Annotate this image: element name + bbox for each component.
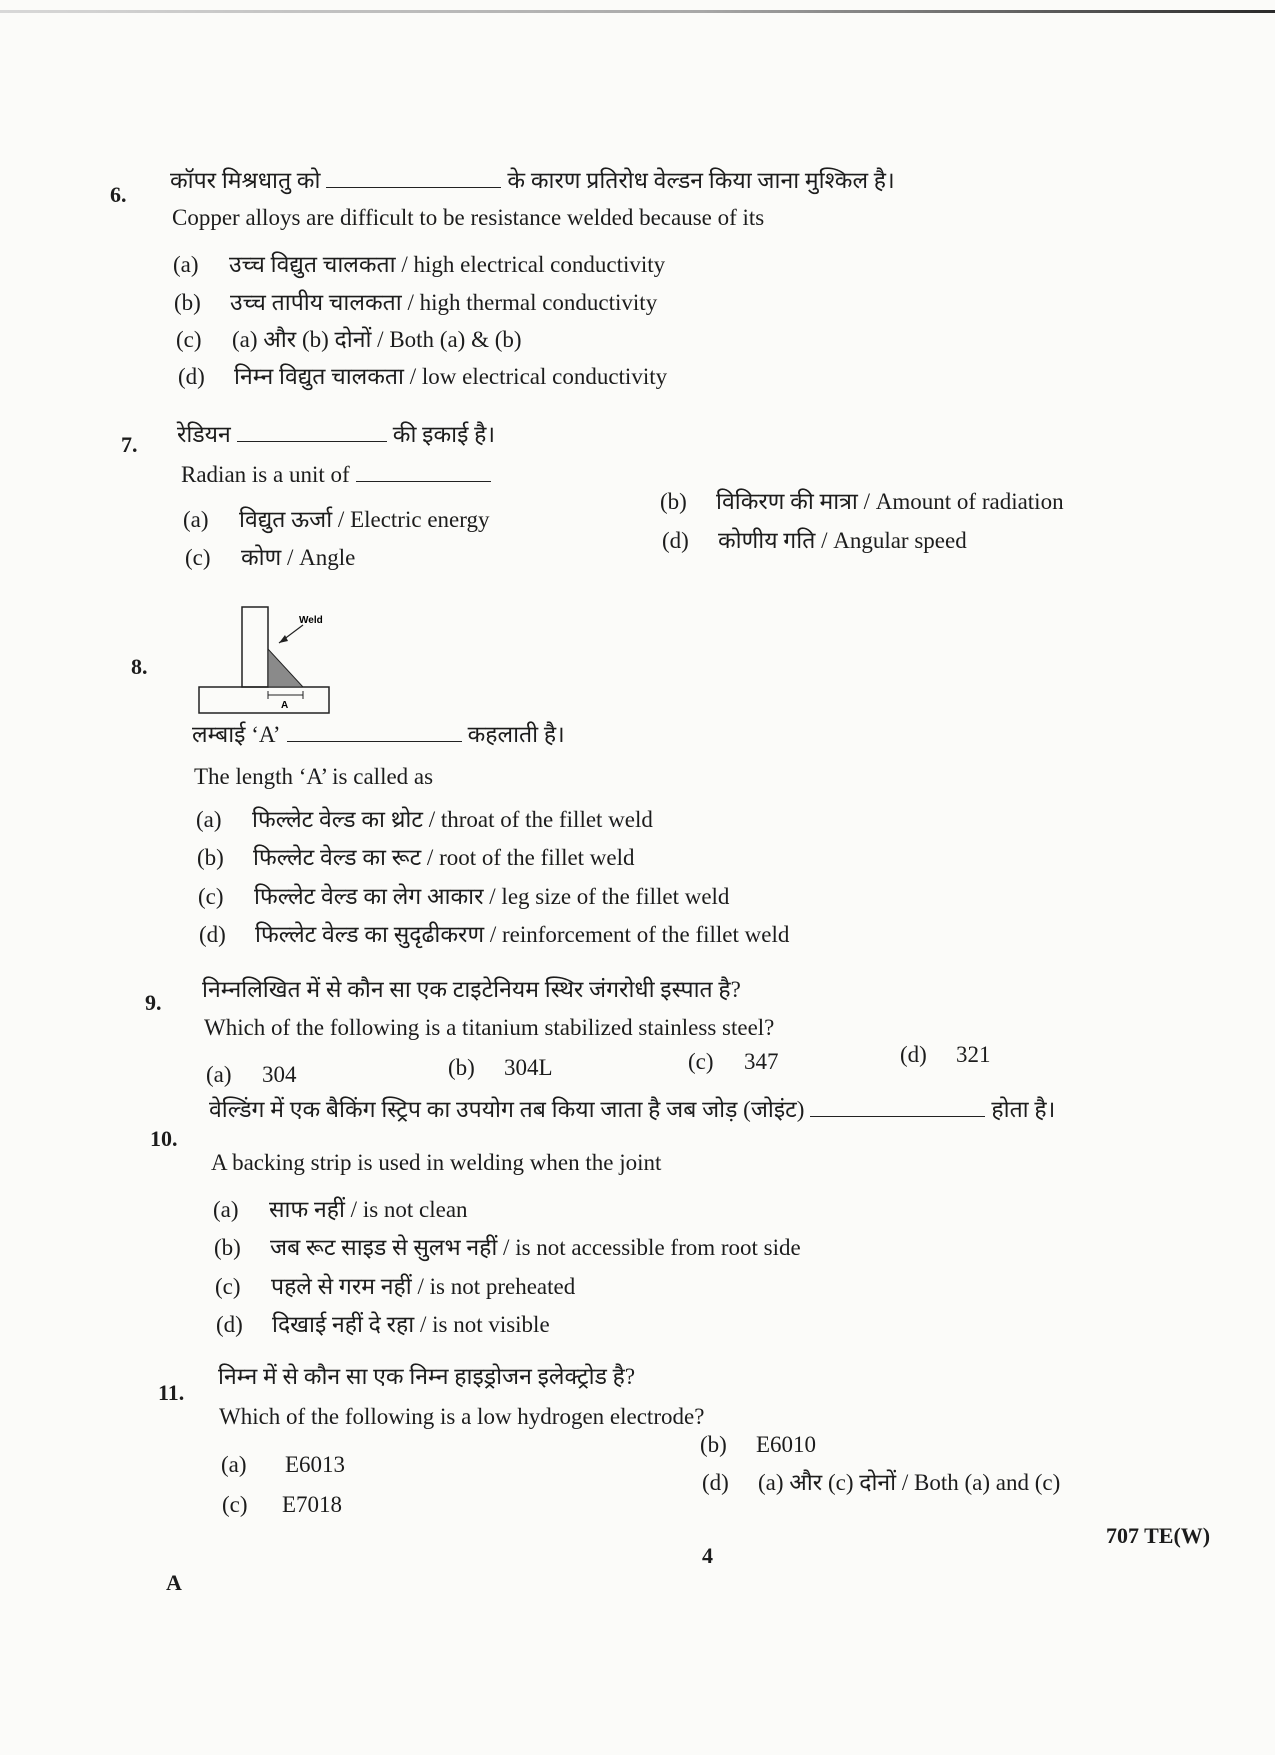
option-c — [215, 1272, 575, 1302]
option-d — [178, 362, 667, 392]
hindi-pre: लम्बाई ‘A’ — [192, 722, 281, 747]
answer-blank — [287, 740, 462, 742]
option-text: E6010 — [756, 1432, 817, 1457]
option-label: (a) — [183, 507, 209, 532]
option-text: दिखाई नहीं दे रहा / is not visible — [272, 1312, 550, 1337]
option-d — [702, 1468, 1060, 1498]
question-hindi — [209, 1095, 1055, 1125]
option-b — [700, 1430, 816, 1460]
option-label: (d) — [662, 528, 689, 553]
question-english — [181, 460, 497, 490]
hindi-post: के कारण प्रतिरोध वेल्डन किया जाना मुश्किल है। — [507, 168, 895, 193]
vertical-plate — [242, 607, 268, 687]
answer-blank — [326, 186, 501, 188]
base-plate — [199, 687, 329, 713]
option-label: (a) — [206, 1062, 232, 1087]
option-label: (b) — [197, 845, 224, 870]
question-english: Which of the following is a titanium stabilized stainless steel? — [204, 1015, 775, 1040]
question-hindi: निम्न में से कौन सा एक निम्न हाइड्रोजन इलेक्ट्रोड है? — [218, 1364, 636, 1389]
option-label: (a) — [196, 807, 222, 832]
option-text: 347 — [744, 1049, 779, 1074]
question-hindi — [170, 166, 895, 196]
option-label: (b) — [700, 1432, 727, 1457]
question-english: Copper alloys are difficult to be resistance welded because of its — [172, 205, 765, 230]
question-english: Which of the following is a low hydrogen electrode? — [219, 1404, 705, 1429]
weld-label: Weld — [299, 615, 323, 626]
option-label: (d) — [216, 1312, 243, 1337]
question-number: 10. — [150, 1126, 178, 1151]
option-c — [222, 1490, 342, 1520]
option-b — [448, 1053, 553, 1083]
option-text: निम्न विद्युत चालकता / low electrical conductivity — [234, 364, 668, 389]
option-b — [197, 843, 635, 873]
option-d — [662, 526, 967, 556]
option-label: (a) — [173, 252, 199, 277]
hindi-pre: रेडियन — [177, 422, 231, 447]
option-text: विद्युत ऊर्जा / Electric energy — [239, 507, 490, 532]
option-label: (c) — [185, 545, 211, 570]
option-c — [688, 1047, 779, 1077]
option-c — [176, 325, 522, 355]
option-a — [213, 1195, 468, 1225]
answer-blank — [356, 480, 491, 482]
option-d — [199, 920, 789, 950]
question-english: A backing strip is used in welding when the joint — [211, 1150, 662, 1175]
hindi-post: की इकाई है। — [392, 422, 496, 447]
hindi-pre: वेल्डिंग में एक बैकिंग स्ट्रिप का उपयोग तब किया जाता है जब जोड़ (जोइंट) — [209, 1097, 805, 1122]
option-label: (d) — [702, 1470, 729, 1495]
option-text: E7018 — [282, 1492, 343, 1517]
answer-blank — [237, 440, 387, 442]
option-text: फिल्लेट वेल्ड का सुदृढीकरण / reinforcement of the fillet weld — [255, 922, 790, 947]
option-text: कोणीय गति / Angular speed — [718, 528, 967, 553]
series-letter: A — [166, 1570, 182, 1595]
option-text: विकिरण की मात्रा / Amount of radiation — [716, 489, 1064, 514]
option-text: 304L — [504, 1055, 553, 1080]
answer-blank — [810, 1115, 985, 1117]
question-number: 9. — [145, 990, 162, 1015]
option-label: (a) — [213, 1197, 239, 1222]
question-hindi — [177, 420, 495, 450]
dimension-a-label: A — [281, 700, 289, 711]
option-text: जब रूट साइड से सुलभ नहीं / is not accessible from root side — [270, 1235, 801, 1260]
option-label: (a) — [221, 1452, 247, 1477]
option-a — [206, 1060, 297, 1090]
option-label: (c) — [688, 1049, 714, 1074]
option-text: (a) और (b) दोनों / Both (a) & (b) — [232, 327, 522, 352]
option-label: (c) — [222, 1492, 248, 1517]
question-english: The length ‘A’ is called as — [194, 764, 434, 789]
option-text: फिल्लेट वेल्ड का थ्रोट / throat of the fillet weld — [252, 807, 653, 832]
hindi-post: होता है। — [991, 1097, 1056, 1122]
option-a — [221, 1450, 345, 1480]
option-text: पहले से गरम नहीं / is not preheated — [271, 1274, 576, 1299]
page-number: 4 — [702, 1543, 713, 1568]
option-d — [216, 1310, 550, 1340]
option-label: (b) — [174, 290, 201, 315]
weld-pointer-arrowhead — [279, 635, 288, 643]
option-text: उच्च विद्युत चालकता / high electrical conductivity — [229, 252, 666, 277]
option-c — [185, 543, 355, 573]
option-text: उच्च तापीय चालकता / high thermal conductivity — [230, 290, 658, 315]
question-number: 8. — [131, 654, 148, 679]
option-text: 321 — [956, 1042, 991, 1067]
option-text: कोण / Angle — [241, 545, 356, 570]
option-b — [174, 288, 657, 318]
option-a — [173, 250, 665, 280]
option-c — [198, 882, 729, 912]
option-a — [196, 805, 653, 835]
option-label: (b) — [214, 1235, 241, 1260]
weld-bead — [268, 649, 303, 687]
question-hindi — [192, 720, 565, 750]
top-edge-line — [0, 10, 1275, 13]
option-text: (a) और (c) दोनों / Both (a) and (c) — [758, 1470, 1061, 1495]
fillet-weld-diagram — [195, 605, 345, 715]
option-label: (c) — [176, 327, 202, 352]
question-number: 7. — [121, 432, 138, 457]
paper-code: 707 TE(W) — [1106, 1523, 1211, 1548]
option-text: फिल्लेट वेल्ड का रूट / root of the fillet weld — [253, 845, 635, 870]
hindi-pre: कॉपर मिश्रधातु को — [170, 168, 321, 193]
option-b — [214, 1233, 801, 1263]
option-label: (d) — [178, 364, 205, 389]
option-label: (d) — [900, 1042, 927, 1067]
question-number: 6. — [110, 182, 127, 207]
question-hindi: निम्नलिखित में से कौन सा एक टाइटेनियम स्थिर जंगरोधी इस्पात है? — [202, 977, 741, 1002]
option-text: फिल्लेट वेल्ड का लेग आकार / leg size of the fillet weld — [254, 884, 730, 909]
option-a — [183, 505, 489, 535]
option-label: (b) — [448, 1055, 475, 1080]
option-label: (c) — [215, 1274, 241, 1299]
option-text: साफ नहीं / is not clean — [269, 1197, 468, 1222]
question-number: 11. — [158, 1380, 185, 1405]
english-text: Radian is a unit of — [181, 462, 350, 487]
option-label: (d) — [199, 922, 226, 947]
option-label: (b) — [660, 489, 687, 514]
option-d — [900, 1040, 991, 1070]
option-text: 304 — [262, 1062, 297, 1087]
option-label: (c) — [198, 884, 224, 909]
hindi-post: कहलाती है। — [467, 722, 565, 747]
option-b — [660, 487, 1064, 517]
option-text: E6013 — [285, 1452, 346, 1477]
